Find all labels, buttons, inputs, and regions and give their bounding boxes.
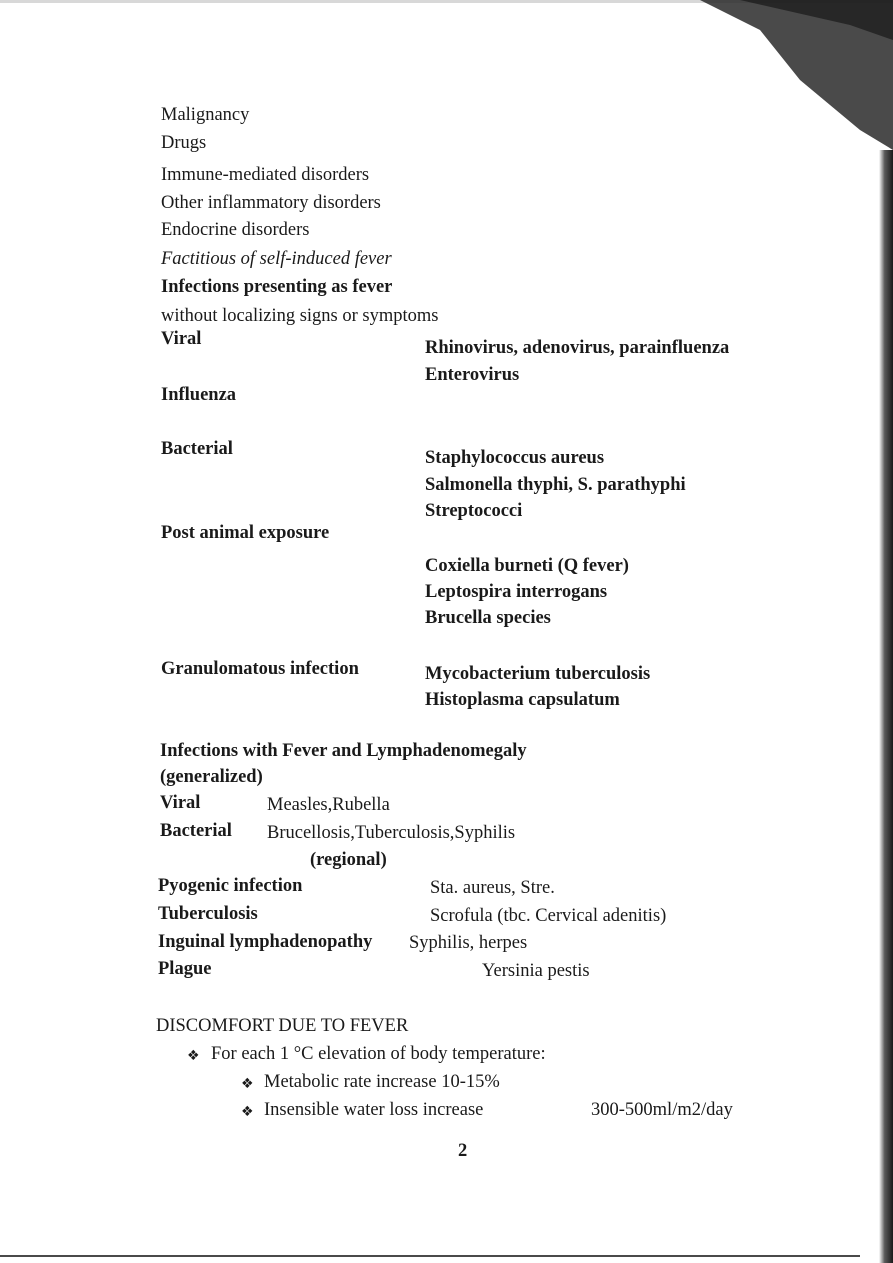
discomfort-point: For each 1 °C elevation of body temperature: <box>211 1044 546 1064</box>
lymph-viral-value: Measles,Rubella <box>267 795 390 815</box>
diamond-bullet-icon: ❖ <box>241 1076 254 1092</box>
lymph-row-label: Tuberculosis <box>158 904 258 924</box>
lymph-generalized: (generalized) <box>160 767 263 787</box>
lymph-row-label: Inguinal lymphadenopathy <box>158 932 373 952</box>
organism-item: Streptococci <box>425 501 523 521</box>
organism-item: Salmonella thyphi, S. parathyphi <box>425 475 686 495</box>
lymph-row-value: Scrofula (tbc. Cervical adenitis) <box>430 906 667 926</box>
diamond-bullet-icon: ❖ <box>187 1048 200 1064</box>
infections-subheading: without localizing signs or symptoms <box>161 306 439 326</box>
discomfort-sub-point: Metabolic rate increase 10-15% <box>264 1072 500 1092</box>
cause-item: Endocrine disorders <box>161 220 310 240</box>
category-label-granulomatous: Granulomatous infection <box>161 659 359 679</box>
organism-item: Coxiella burneti (Q fever) <box>425 556 629 576</box>
discomfort-heading: DISCOMFORT DUE TO FEVER <box>156 1016 409 1036</box>
discomfort-sub-value: 300-500ml/m2/day <box>591 1100 733 1120</box>
category-label-viral: Viral <box>161 329 202 349</box>
lymph-row-label: Plague <box>158 959 212 979</box>
lymph-row-value: Syphilis, herpes <box>409 933 528 953</box>
lymph-viral-label: Viral <box>160 793 201 813</box>
page-number: 2 <box>458 1141 468 1161</box>
organism-item: Mycobacterium tuberculosis <box>425 664 651 684</box>
organism-item: Brucella species <box>425 608 551 628</box>
infections-heading: Infections presenting as fever <box>161 277 393 297</box>
cause-item: Malignancy <box>161 105 250 125</box>
diamond-bullet-icon: ❖ <box>241 1104 254 1120</box>
cause-item: Factitious of self-induced fever <box>161 249 392 269</box>
lymph-bacterial-value: Brucellosis,Tuberculosis,Syphilis <box>267 823 516 843</box>
lymph-regional: (regional) <box>310 850 387 870</box>
organism-item: Staphylococcus aureus <box>425 448 605 468</box>
lymph-bacterial-label: Bacterial <box>160 821 232 841</box>
scan-edge-right <box>879 150 893 1263</box>
lymph-heading: Infections with Fever and Lymphadenomegaly <box>160 741 527 761</box>
lymph-row-label: Pyogenic infection <box>158 876 303 896</box>
organism-item: Histoplasma capsulatum <box>425 690 620 710</box>
category-label-post-animal: Post animal exposure <box>161 523 330 543</box>
organism-item: Leptospira interrogans <box>425 582 608 602</box>
organism-item: Enterovirus <box>425 365 520 385</box>
discomfort-sub-point: Insensible water loss increase <box>264 1100 484 1120</box>
cause-item: Immune-mediated disorders <box>161 165 370 185</box>
scan-edge-bottom <box>0 1255 860 1257</box>
category-label-bacterial: Bacterial <box>161 439 233 459</box>
cause-item: Other inflammatory disorders <box>161 193 381 213</box>
cause-item: Drugs <box>161 133 207 153</box>
category-label-influenza: Influenza <box>161 385 237 405</box>
lymph-row-value: Yersinia pestis <box>482 961 590 981</box>
organism-item: Rhinovirus, adenovirus, parainfluenza <box>425 338 730 358</box>
lymph-row-value: Sta. aureus, Stre. <box>430 878 555 898</box>
